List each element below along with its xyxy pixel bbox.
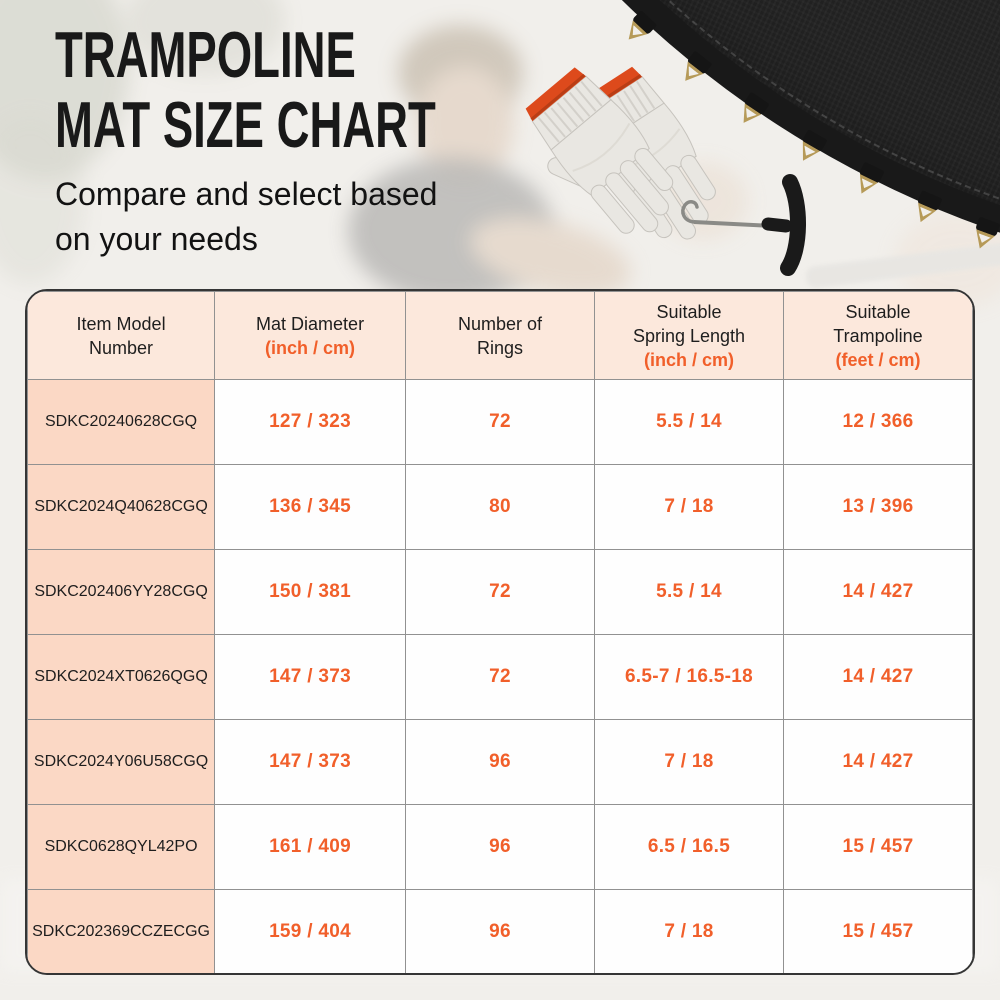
cell-model: SDKC2024Q40628CGQ (28, 465, 215, 550)
cell-spring: 5.5 / 14 (594, 380, 783, 465)
cell-spring: 5.5 / 14 (594, 550, 783, 635)
table-row (28, 465, 973, 550)
cell-model: SDKC0628QYL42PO (28, 805, 215, 890)
cell-trampoline: 14 / 427 (783, 720, 972, 805)
headline (55, 20, 695, 262)
cell-spring: 7 / 18 (594, 465, 783, 550)
table-row (28, 635, 973, 720)
table-row (28, 550, 973, 635)
cell-spring: 6.5-7 / 16.5-18 (594, 635, 783, 720)
column-header-trampoline: Suitable Trampoline (feet / cm) (783, 292, 972, 380)
cell-diameter: 147 / 373 (215, 635, 406, 720)
cell-trampoline: 14 / 427 (783, 635, 972, 720)
cell-diameter: 127 / 323 (215, 380, 406, 465)
cell-rings: 72 (405, 635, 594, 720)
cell-rings: 80 (405, 465, 594, 550)
cell-trampoline: 12 / 366 (783, 380, 972, 465)
cell-rings: 96 (405, 720, 594, 805)
table-row (28, 805, 973, 890)
subtitle-line-2: on your needs (55, 221, 258, 257)
cell-rings: 96 (405, 805, 594, 890)
page-title (55, 20, 503, 160)
cell-trampoline: 15 / 457 (783, 890, 972, 975)
cell-model: SDKC2024Y06U58CGQ (28, 720, 215, 805)
header-row (28, 292, 973, 380)
cell-diameter: 159 / 404 (215, 890, 406, 975)
size-chart (27, 291, 973, 975)
cell-model: SDKC202406YY28CGQ (28, 550, 215, 635)
cell-trampoline: 13 / 396 (783, 465, 972, 550)
cell-spring: 7 / 18 (594, 720, 783, 805)
column-header-model: Item Model Number (28, 292, 215, 380)
cell-diameter: 161 / 409 (215, 805, 406, 890)
cell-model: SDKC2024XT0626QGQ (28, 635, 215, 720)
cell-spring: 7 / 18 (594, 890, 783, 975)
cell-trampoline: 14 / 427 (783, 550, 972, 635)
cell-model: SDKC20240628CGQ (28, 380, 215, 465)
page-subtitle (55, 172, 695, 262)
cell-rings: 96 (405, 890, 594, 975)
mat-size-table (25, 289, 975, 975)
title-line-2: MAT SIZE CHART (55, 88, 436, 161)
cell-diameter: 147 / 373 (215, 720, 406, 805)
column-header-spring: Suitable Spring Length (inch / cm) (594, 292, 783, 380)
cell-rings: 72 (405, 380, 594, 465)
cell-diameter: 150 / 381 (215, 550, 406, 635)
title-line-1: TRAMPOLINE (55, 18, 356, 91)
cell-trampoline: 15 / 457 (783, 805, 972, 890)
table-row (28, 890, 973, 975)
cell-diameter: 136 / 345 (215, 465, 406, 550)
table-row (28, 380, 973, 465)
column-header-rings: Number of Rings (405, 292, 594, 380)
table-row (28, 720, 973, 805)
subtitle-line-1: Compare and select based (55, 176, 438, 212)
cell-model: SDKC202369CCZECGG (28, 890, 215, 975)
cell-spring: 6.5 / 16.5 (594, 805, 783, 890)
column-header-diameter: Mat Diameter (inch / cm) (215, 292, 406, 380)
cell-rings: 72 (405, 550, 594, 635)
